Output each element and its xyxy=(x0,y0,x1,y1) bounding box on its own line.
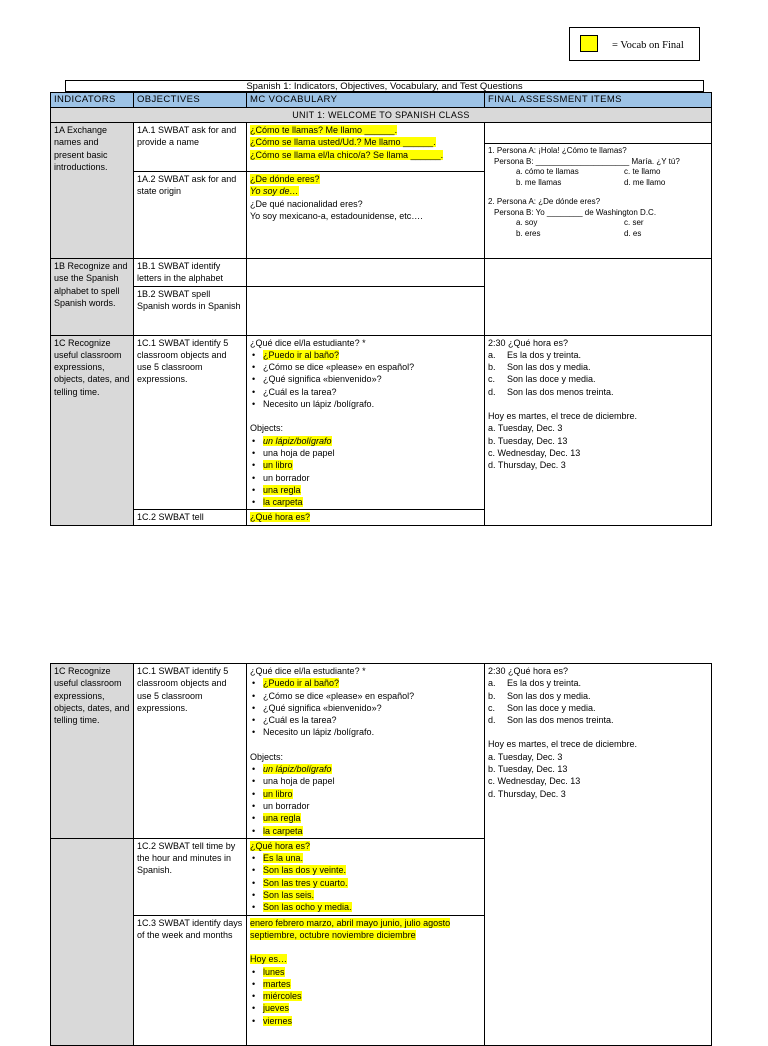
fa-option: d. Son las dos menos treinta. xyxy=(488,386,614,397)
vocab-item: enero febrero marzo, abril mayo junio, julio agosto xyxy=(250,917,451,928)
fa-question: Hoy es martes, el trece de diciembre. xyxy=(488,739,638,750)
curriculum-table-page-1 xyxy=(50,92,712,526)
list-item: • la carpeta xyxy=(250,496,481,508)
indicator-1c: 1C Recognize useful classroom expressions, objects, dates, and telling time. xyxy=(51,335,134,525)
table-row xyxy=(51,335,712,510)
curriculum-table-page-2 xyxy=(50,663,712,1046)
list-item: • Es la una. xyxy=(250,852,481,864)
vocab-1c3 xyxy=(247,915,485,1045)
fa-option: c. te llamo xyxy=(624,167,661,176)
vocab-item: ¿Cómo te llamas? Me llamo ______. xyxy=(250,125,398,135)
unit-title: UNIT 1: WELCOME TO SPANISH CLASS xyxy=(51,108,712,123)
header-final-assessment: FINAL ASSESSMENT ITEMS xyxy=(485,93,712,108)
fa-option: d. Thursday, Dec. 3 xyxy=(488,788,566,799)
fa-option: d. es xyxy=(624,228,642,238)
fa-question: 2. Persona A: ¿De dónde eres? xyxy=(488,197,601,206)
list-item: • una hoja de papel xyxy=(250,447,481,459)
list-item: • martes xyxy=(250,978,481,990)
fa-option: b. eres xyxy=(516,228,541,238)
objective-1c2: 1C.2 SWBAT tell time by the hour and minutes in Spanish. xyxy=(134,838,247,915)
fa-question: Persona B: Yo ________ de Washington D.C. xyxy=(494,207,657,217)
fa-option: d. Thursday, Dec. 3 xyxy=(488,460,566,471)
list-item: • Son las tres y cuarto. xyxy=(250,877,481,889)
vocab-intro: ¿Qué dice el/la estudiante? * xyxy=(250,337,366,348)
fa-option: b. Tuesday, Dec. 13 xyxy=(488,764,568,775)
list-item: • un borrador xyxy=(250,472,481,484)
list-item: • Son las dos y veinte. xyxy=(250,864,481,876)
fa-option: c. Wednesday, Dec. 13 xyxy=(488,776,581,787)
list-item: • un libro xyxy=(250,788,481,800)
table-row xyxy=(51,664,712,839)
fa-question: Hoy es martes, el trece de diciembre. xyxy=(488,411,638,422)
list-item: • ¿Qué significa «bienvenido»? xyxy=(250,373,481,385)
list-item: • un libro xyxy=(250,459,481,471)
fa-option: d. me llamo xyxy=(624,177,666,187)
list-item: • Necesito un lápiz /bolígrafo. xyxy=(250,398,481,410)
objective-1b1: 1B.1 SWBAT identify letters in the alphabet xyxy=(134,259,247,287)
list-item: • Necesito un lápiz /bolígrafo. xyxy=(250,726,481,738)
objective-1c2: 1C.2 SWBAT tell xyxy=(134,510,247,525)
vocab-item: septiembre, octubre noviembre diciembre xyxy=(250,929,416,940)
document-title: Spanish 1: Indicators, Objectives, Vocabulary, and Test Questions xyxy=(65,80,704,92)
list-item: • ¿Cómo se dice «please» en español? xyxy=(250,690,481,702)
table-row xyxy=(51,259,712,287)
final-assessment-1a xyxy=(485,123,712,259)
header-mc-vocabulary: MC VOCABULARY xyxy=(247,93,485,108)
vocab-legend xyxy=(569,27,700,61)
list-item: • ¿Cuál es la tarea? xyxy=(250,386,481,398)
header-objectives: OBJECTIVES xyxy=(134,93,247,108)
final-assessment-1c xyxy=(485,335,712,525)
vocab-item: Hoy es… xyxy=(250,954,288,965)
vocab-1a2 xyxy=(247,172,485,259)
indicator-1c: 1C Recognize useful classroom expressions, objects, dates, and telling time. xyxy=(51,664,134,839)
header-row xyxy=(51,93,712,108)
list-item: • ¿Puedo ir al baño? xyxy=(250,349,481,361)
vocab-item: ¿Cómo se llama usted/Ud.? Me llamo ______. xyxy=(250,137,436,148)
objective-1a2: 1A.2 SWBAT ask for and state origin xyxy=(134,172,247,259)
list-item: • Son las ocho y media. xyxy=(250,901,481,913)
list-item: • Son las seis. xyxy=(250,889,481,901)
fa-option: b. me llamas xyxy=(516,177,562,187)
fa-option: c. Wednesday, Dec. 13 xyxy=(488,447,581,458)
fa-option: a. soy xyxy=(516,218,538,227)
list-item: • un lápiz/bolígrafo xyxy=(250,763,481,775)
final-assessment-1b xyxy=(485,259,712,336)
vocab-item: ¿Cómo se llama el/la chico/a? Se llama ______. xyxy=(250,149,444,160)
fa-option: a. cómo te llamas xyxy=(516,167,579,176)
objective-1c1: 1C.1 SWBAT identify 5 classroom objects and use 5 classroom expressions. xyxy=(134,664,247,839)
fa-question: 1. Persona A: ¡Hola! ¿Cómo te llamas? xyxy=(488,146,627,155)
fa-option: c. Son las doce y media. xyxy=(488,702,596,713)
objective-1a1: 1A.1 SWBAT ask for and provide a name xyxy=(134,123,247,172)
fa-option: c. ser xyxy=(624,218,644,227)
unit-row xyxy=(51,108,712,123)
list-item: • jueves xyxy=(250,1002,481,1014)
objects-label: Objects: xyxy=(250,423,284,434)
fa-option: a. Es la dos y treinta. xyxy=(488,678,582,689)
highlight-swatch xyxy=(580,35,598,52)
indicator-1b: 1B Recognize and use the Spanish alphabet to spell Spanish words. xyxy=(51,259,134,336)
list-item: • un lápiz/bolígrafo xyxy=(250,435,481,447)
fa-question: Persona B: _____________________ María. ¿Y tú? xyxy=(494,156,680,166)
legend-label: = Vocab on Final xyxy=(612,40,684,51)
vocab-1c1 xyxy=(247,664,485,839)
vocab-intro: ¿Qué dice el/la estudiante? * xyxy=(250,666,366,676)
fa-option: a. Es la dos y treinta. xyxy=(488,349,582,360)
vocab-1b1 xyxy=(247,259,485,287)
fa-question: 2:30 ¿Qué hora es? xyxy=(488,666,569,676)
vocab-1c2: ¿Qué hora es? xyxy=(247,510,485,525)
indicator-1c-continued xyxy=(51,838,134,1045)
vocab-1c1 xyxy=(247,335,485,510)
list-item: • ¿Cómo se dice «please» en español? xyxy=(250,361,481,373)
fa-option: a. Tuesday, Dec. 3 xyxy=(488,423,563,434)
list-item: • una regla xyxy=(250,484,481,496)
list-item: • la carpeta xyxy=(250,825,481,837)
objective-1c3: 1C.3 SWBAT identify days of the week and months xyxy=(134,915,247,1045)
objects-label: Objects: xyxy=(250,751,284,762)
list-item: • una hoja de papel xyxy=(250,775,481,787)
vocab-item: Yo soy de… xyxy=(250,186,299,197)
vocab-1c2 xyxy=(247,838,485,915)
fa-question: 2:30 ¿Qué hora es? xyxy=(488,337,569,348)
list-item: • lunes xyxy=(250,966,481,978)
table-row xyxy=(51,123,712,172)
list-item: • un borrador xyxy=(250,800,481,812)
objective-1b2: 1B.2 SWBAT spell Spanish words in Spanish xyxy=(134,286,247,335)
list-item: • ¿Qué significa «bienvenido»? xyxy=(250,702,481,714)
indicator-1a: 1A Exchange names and present basic introductions. xyxy=(51,123,134,259)
fa-option: b. Son las dos y media. xyxy=(488,362,591,373)
list-item: • miércoles xyxy=(250,990,481,1002)
list-item: • una regla xyxy=(250,812,481,824)
fa-option: b. Tuesday, Dec. 13 xyxy=(488,435,568,446)
list-item: • ¿Cuál es la tarea? xyxy=(250,714,481,726)
fa-option: b. Son las dos y media. xyxy=(488,690,591,701)
vocab-1a1 xyxy=(247,123,485,172)
vocab-item: ¿De dónde eres? xyxy=(250,174,320,184)
vocab-question: ¿Qué hora es? xyxy=(250,840,311,851)
fa-option: c. Son las doce y media. xyxy=(488,374,596,385)
fa-option: a. Tuesday, Dec. 3 xyxy=(488,751,563,762)
header-indicators: INDICATORS xyxy=(51,93,134,108)
objective-1c1: 1C.1 SWBAT identify 5 classroom objects and use 5 classroom expressions. xyxy=(134,335,247,510)
vocab-1b2 xyxy=(247,286,485,335)
list-item: • ¿Puedo ir al baño? xyxy=(250,677,481,689)
list-item: • viernes xyxy=(250,1015,481,1027)
final-assessment-1c xyxy=(485,664,712,1046)
vocab-item: Yo soy mexicano-a, estadounidense, etc…. xyxy=(250,210,423,221)
fa-option: d. Son las dos menos treinta. xyxy=(488,715,614,726)
vocab-item: ¿De qué nacionalidad eres? xyxy=(250,198,363,209)
